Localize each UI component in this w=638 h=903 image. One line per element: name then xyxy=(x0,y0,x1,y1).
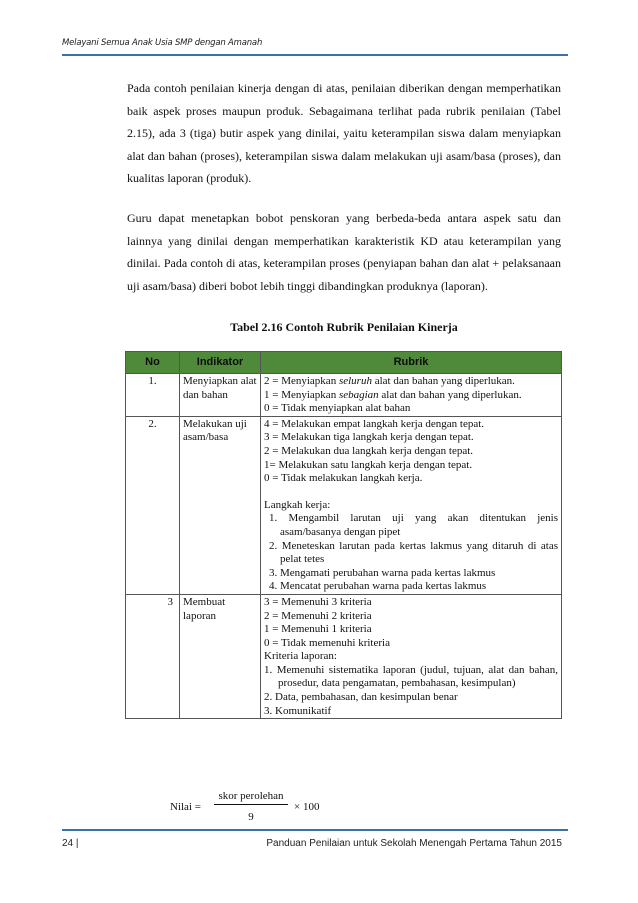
header-indicator: Indikator xyxy=(180,352,261,374)
rubric-score-line: 1= Melakukan satu langkah kerja dengan tepat. xyxy=(264,458,473,471)
rubric-score-line: 0 = Tidak memenuhi kriteria xyxy=(264,636,390,649)
formula-denominator: 9 xyxy=(248,811,254,823)
paragraph-2: Guru dapat menetapkan bobot penskoran yang berbeda-beda antara aspek satu dan lainnya yang dinilai dengan memperhatikan karakteristik KD atau keterampilan yang dinilai. Pada contoh di atas, keterampilan proses (penyiapan bahan dan alat + pelaksanaan uji asam/basa) diberi bobot lebih tinggi dibandingkan produknya (laporan). xyxy=(127,211,561,293)
rubric-table xyxy=(125,351,562,719)
rubric-score-line: 2 = Memenuhi 2 kriteria xyxy=(264,609,372,622)
table-row xyxy=(126,416,562,594)
steps-title: Langkah kerja: xyxy=(264,498,331,511)
step-item: 2. Meneteskan larutan pada kertas lakmus yang ditaruh di atas pelat tetes xyxy=(269,539,558,566)
criteria-item: 2. Data, pembahasan, dan kesimpulan benar xyxy=(264,691,458,704)
rubric-score-line: 4 = Melakukan empat langkah kerja dengan tepat. xyxy=(264,417,485,430)
row-number: 1. xyxy=(126,374,180,417)
rubric-score-line: 3 = Melakukan tiga langkah kerja dengan tepat. xyxy=(264,431,474,444)
rubric-score-line: 0 = Tidak menyiapkan alat bahan xyxy=(264,402,411,415)
table-caption: Tabel 2.16 Contoh Rubrik Penilaian Kinerja xyxy=(230,320,458,334)
header-no: No xyxy=(126,352,180,374)
score-emphasis: sebagian xyxy=(338,388,379,401)
row-indicator: Menyiapkan alat dan bahan xyxy=(180,374,261,417)
row-indicator: Membuat laporan xyxy=(180,594,261,718)
header-rubric: Rubrik xyxy=(261,352,562,374)
score-emphasis: seluruh xyxy=(338,375,372,387)
criteria-title: Kriteria laporan: xyxy=(264,650,337,663)
spacer xyxy=(264,486,558,499)
header-rule xyxy=(62,54,568,56)
rubric-score-line: 2 = Melakukan dua langkah kerja dengan tepat. xyxy=(264,444,474,457)
rubric-score-line xyxy=(264,389,558,403)
criteria-item: 3. Komunikatif xyxy=(264,704,332,717)
running-header: Melayani Semua Anak Usia SMP dengan Amanah xyxy=(62,38,263,48)
rubric-score-line: 0 = Tidak melakukan langkah kerja. xyxy=(264,472,423,485)
page-number: 24 | xyxy=(62,838,79,849)
criteria-item: 1. Memenuhi sistematika laporan (judul, tujuan, alat dan bahan, prosedur, data pengamatan, pembahasan, kesimpulan) xyxy=(264,663,558,690)
row-number: 3 xyxy=(126,594,180,718)
footer-title: Panduan Penilaian untuk Sekolah Menengah Pertama Tahun 2015 xyxy=(266,838,562,849)
step-item: 3. Mengamati perubahan warna pada kertas lakmus xyxy=(269,566,496,579)
score-text: alat dan bahan yang diperlukan. xyxy=(371,375,515,387)
row-rubric xyxy=(261,594,562,718)
rubric-score-line xyxy=(264,375,558,389)
table-header-row xyxy=(126,352,562,374)
table-row xyxy=(126,374,562,417)
score-text: 2 = Menyiapkan xyxy=(264,375,339,387)
formula-rhs: × 100 xyxy=(294,801,320,813)
formula-lhs: Nilai = xyxy=(170,801,201,813)
step-item: 4. Mencatat perubahan warna pada kertas lakmus xyxy=(269,580,487,593)
row-indicator: Melakukan uji asam/basa xyxy=(180,416,261,594)
row-rubric xyxy=(261,416,562,594)
row-rubric xyxy=(261,374,562,417)
rubric-score-line: 3 = Memenuhi 3 kriteria xyxy=(264,595,372,608)
table-row xyxy=(126,594,562,718)
step-item: 1. Mengambil larutan uji yang akan ditentukan jenis asam/basanya dengan pipet xyxy=(269,512,558,538)
score-text: alat dan bahan yang diperlukan. xyxy=(378,388,522,401)
paragraph-1: Pada contoh penilaian kinerja dengan di atas, penilaian diberikan dengan memperhatikan baik aspek proses maupun produk. Sebagaimana terlihat pada rubrik penilaian (Tabel 2.15), ada 3 (tiga) butir aspek yang dinilai, yaitu keterampilan siswa dalam menyiapkan alat dan bahan (proses), keterampilan siswa dalam melakukan uji asam/basa (proses), dan kualitas laporan (produk). xyxy=(127,81,561,186)
row-number: 2. xyxy=(126,416,180,594)
rubric-score-line: 1 = Memenuhi 1 kriteria xyxy=(264,623,372,636)
formula-fraction xyxy=(214,790,288,823)
score-text: 1 = Menyiapkan xyxy=(264,388,339,401)
footer-rule xyxy=(62,829,568,831)
formula-numerator: skor perolehan xyxy=(214,790,288,805)
